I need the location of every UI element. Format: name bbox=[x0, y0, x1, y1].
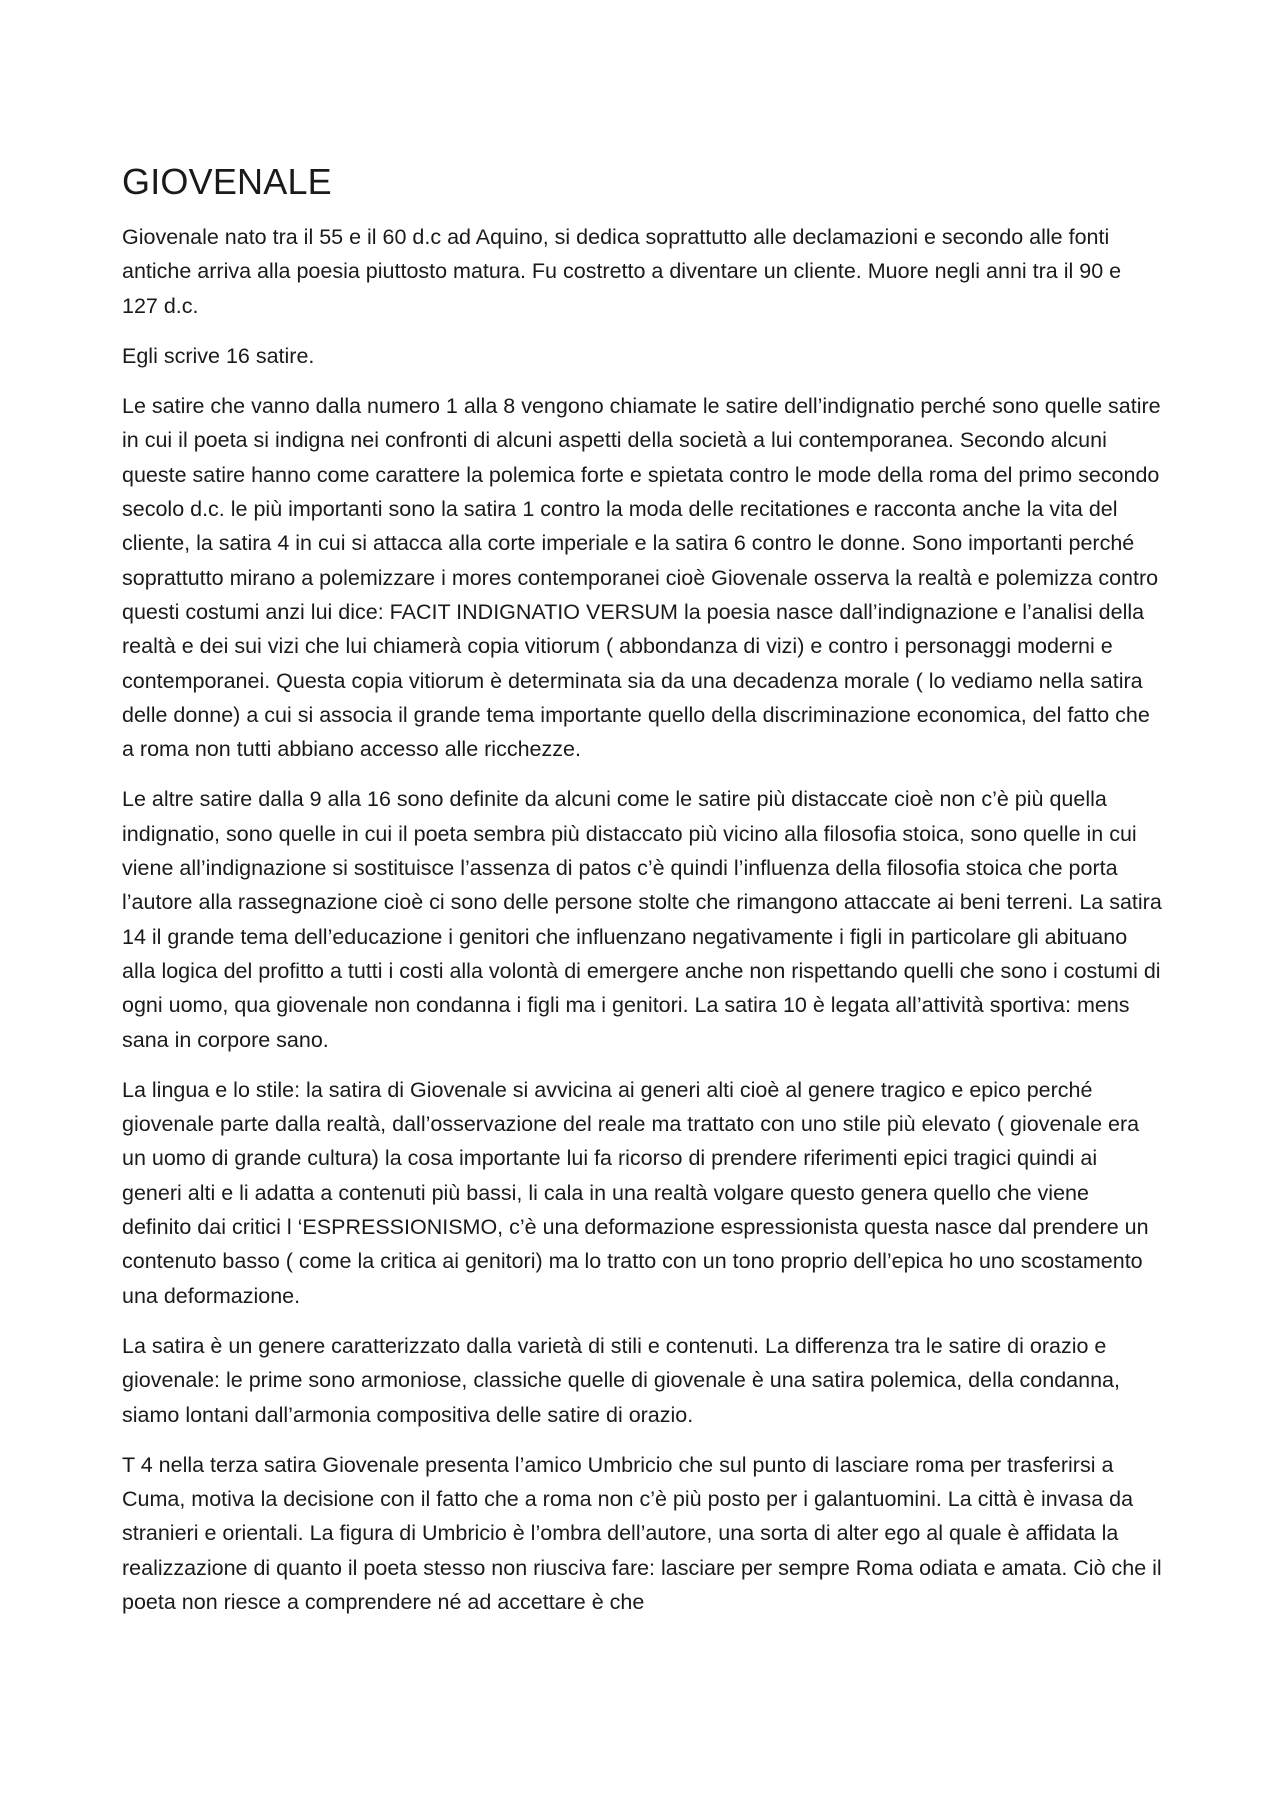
paragraph-satire-count: Egli scrive 16 satire. bbox=[122, 343, 315, 368]
document-title: GIOVENALE bbox=[122, 161, 332, 202]
paragraph-detached-satires: Le altre satire dalla 9 alla 16 sono definite da alcuni come le satire più distaccate cioè non c’è più quella indignatio, sono quelle in cui il poeta sembra più distaccato più vicino alla filosofia stoica, sono quelle in cui viene all’indignazione si sostituisce l’assenza di patos c’è quindi l’influenza della filosofia stoica che porta l’autore alla rassegnazione cioè ci sono delle persone stolte che rimangono attaccate ai beni terreni. La satira 14 il grande tema dell’educazione i genitori che influenzano negativamente i figli in particolare gli abituano alla logica del profitto a tutti i costi alla volontà di emergere anche non rispettando quelli che sono i costumi di ogni uomo, qua giovenale non condanna i figli ma i genitori. La satira 10 è legata all’attività sportiva: mens sana in corpore sano. bbox=[122, 787, 1162, 1052]
paragraph-t4-umbricio: T 4 nella terza satira Giovenale presenta l’amico Umbricio che sul punto di lasciare roma per trasferirsi a Cuma, motiva la decisione con il fatto che a roma non c’è più posto per i galantuomini. La città è invasa da stranieri e orientali. La figura di Umbricio è l’ombra dell’autore, una sorta di alter ego al quale è affidata la realizzazione di quanto il poeta stesso non riusciva fare: lasciare per sempre Roma odiata e amata. Ciò che il poeta non riesce a comprendere né ad accettare è che bbox=[122, 1452, 1162, 1614]
paragraph-indignatio: Le satire che vanno dalla numero 1 alla 8 vengono chiamate le satire dell’indignatio perché sono quelle satire in cui il poeta si indigna nei confronti di alcuni aspetti della società a lui contemporanea. Secondo alcuni queste satire hanno come carattere la polemica forte e spietata contro le mode della roma del primo secondo secolo d.c. le più importanti sono la satira 1 contro la moda delle recitationes e racconta anche la vita del cliente, la satira 4 in cui si attacca alla corte imperiale e la satira 6 contro le donne. Sono importanti perché soprattutto mirano a polemizzare i mores contemporanei cioè Giovenale osserva la realtà e polemizza contro questi costumi anzi lui dice: FACIT INDIGNATIO VERSUM la poesia nasce dall’indignazione e l’analisi della realtà e dei sui vizi che lui chiamerà copia vitiorum ( abbondanza di vizi) e contro i personaggi moderni e contemporanei. Questa copia vitiorum è determinata sia da una decadenza morale ( lo vediamo nella satira delle donne) a cui si associa il grande tema importante quello della discriminazione economica, del fatto che a roma non tutti abbiano accesso alle ricchezze. bbox=[122, 394, 1161, 762]
document-body bbox=[122, 160, 1162, 1635]
paragraph-comparison: La satira è un genere caratterizzato dalla varietà di stili e contenuti. La differenza tra le satire di orazio e giovenale: le prime sono armoniose, classiche quelle di giovenale è una satira polemica, della condanna, siamo lontani dall’armonia compositiva delle satire di orazio. bbox=[122, 1333, 1120, 1427]
paragraph-intro: Giovenale nato tra il 55 e il 60 d.c ad Aquino, si dedica soprattutto alle declamazioni e secondo alle fonti antiche arriva alla poesia piuttosto matura. Fu costretto a diventare un cliente. Muore negli anni tra il 90 e 127 d.c. bbox=[122, 225, 1122, 318]
paragraph-language-style: La lingua e lo stile: la satira di Giovenale si avvicina ai generi alti cioè al genere tragico e epico perché giovenale parte dalla realtà, dall’osservazione del reale ma trattato con uno stile più elevato ( giovenale era un uomo di grande cultura) la cosa importante lui fa ricorso di prendere riferimenti epici tragici quindi ai generi alti e li adatta a contenuti più bassi, li cala in una realtà volgare questo genera quello che viene definito dai critici l ‘ESPRESSIONISMO, c’è una deformazione espressionista questa nasce dal prendere un contenuto basso ( come la critica ai genitori) ma lo tratto con un tono proprio dell’epica ho uno scostamento una deformazione. bbox=[122, 1077, 1149, 1308]
